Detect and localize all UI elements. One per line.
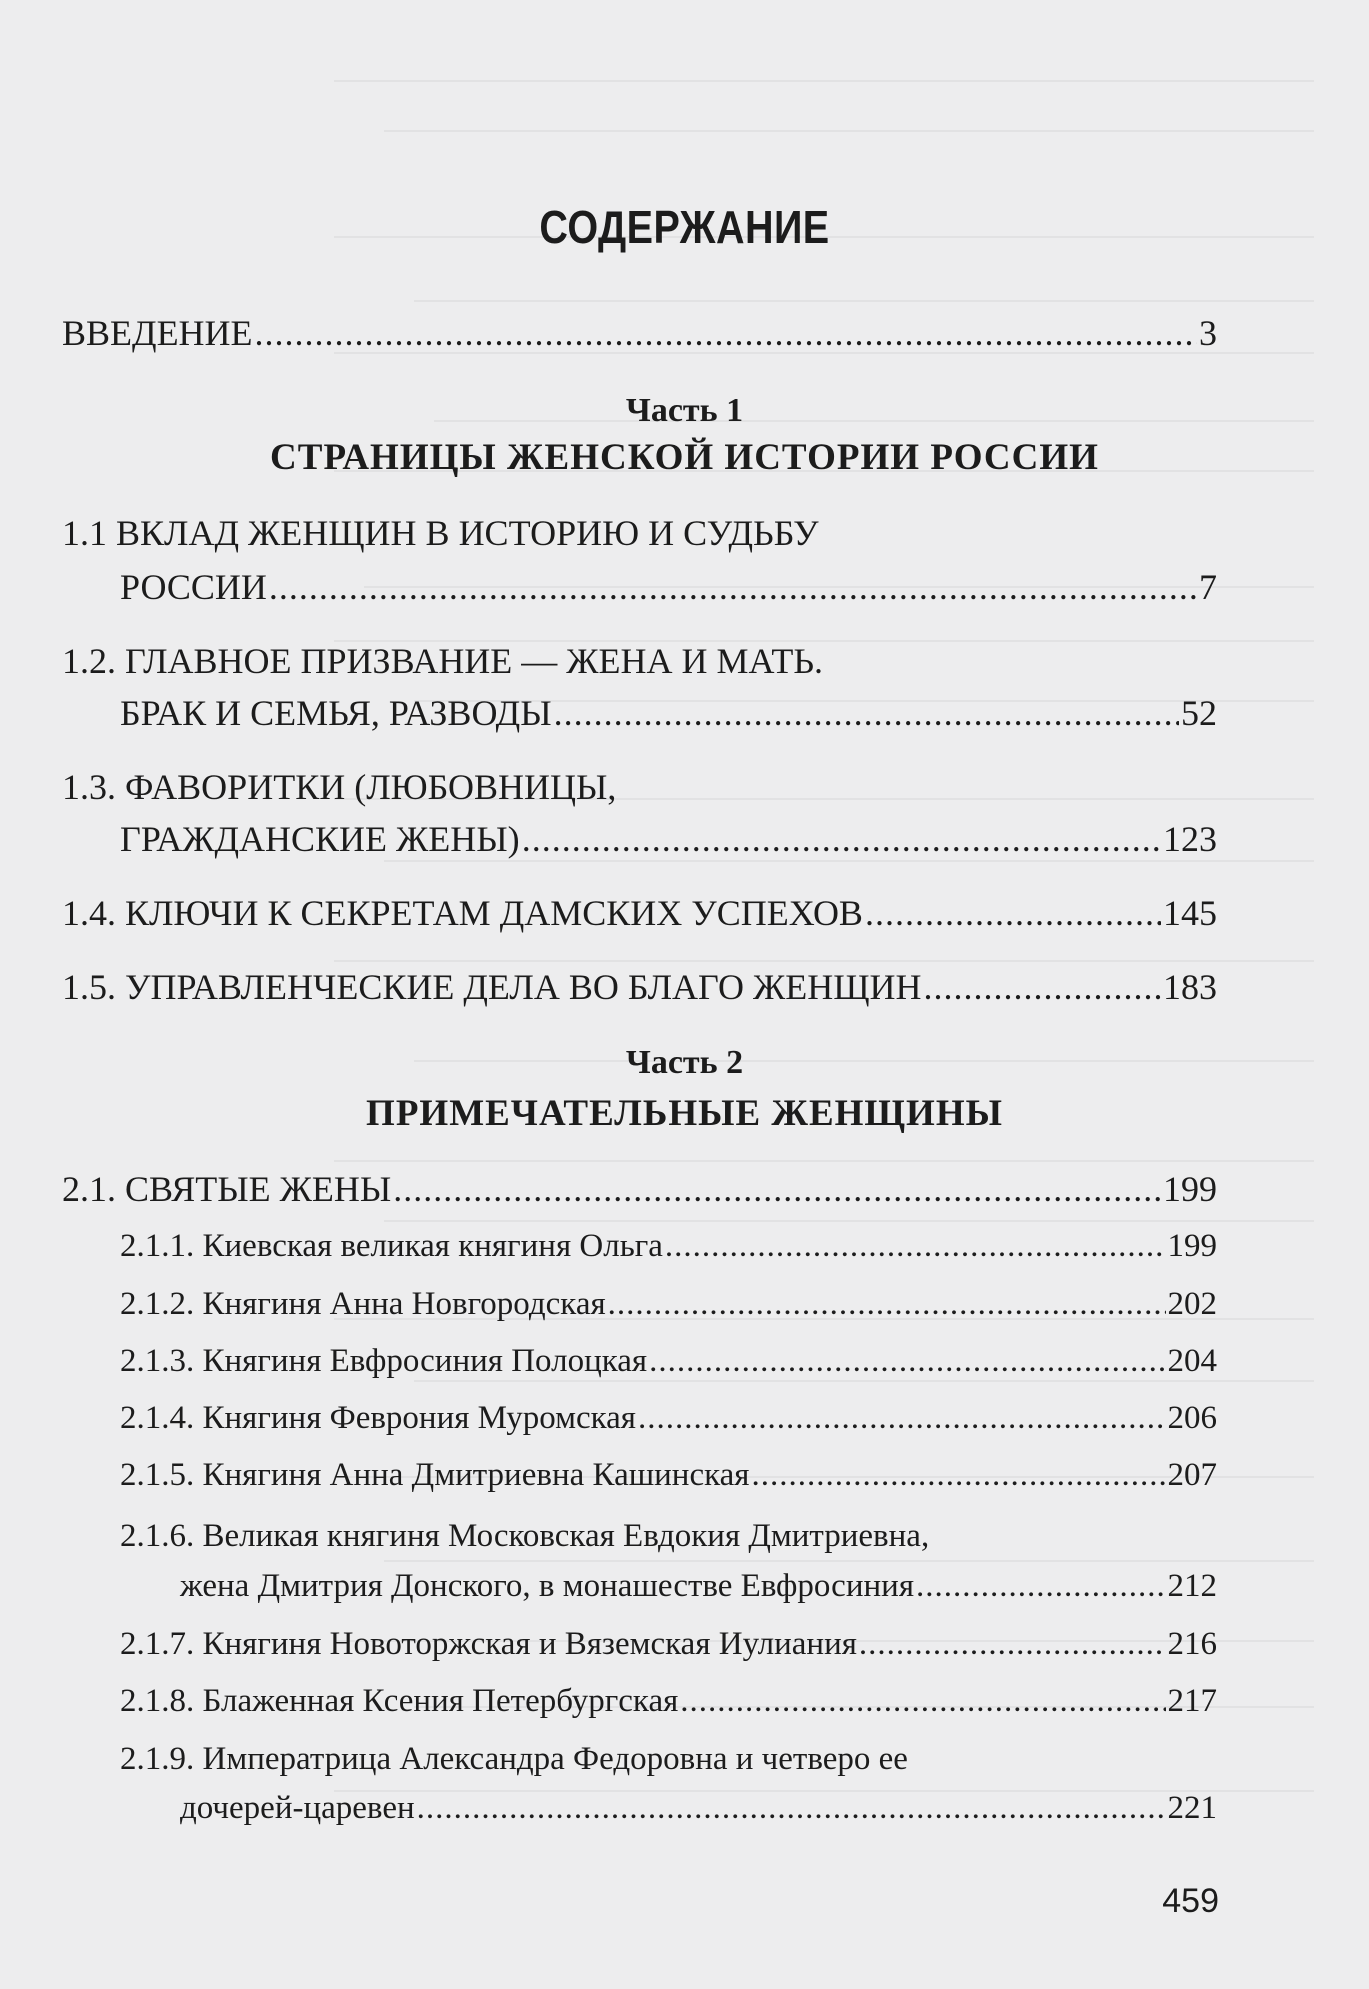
page-title: СОДЕРЖАНИЕ — [539, 201, 830, 253]
toc-entry-label: дочерей-царевен — [180, 1790, 415, 1826]
dot-leader — [859, 1626, 1166, 1663]
toc-entry-2-1-3[interactable] — [120, 1343, 1217, 1380]
toc-entry-label: 2.1.5. Княгиня Анна Дмитриевна Кашинская — [120, 1457, 750, 1493]
toc-entry-2-1-2[interactable] — [120, 1286, 1217, 1323]
toc-entry-label: ВВЕДЕНИЕ — [62, 313, 253, 353]
dot-leader — [608, 1286, 1166, 1323]
toc-entry-label: 1.4. КЛЮЧИ К СЕКРЕТАМ ДАМСКИХ УСПЕХОВ — [62, 893, 863, 933]
part-1-title: СТРАНИЦЫ ЖЕНСКОЙ ИСТОРИИ РОССИИ — [270, 437, 1099, 478]
toc-entry-1-2[interactable] — [62, 692, 1217, 734]
toc-entry-label: 1.5. УПРАВЛЕНЧЕСКИЕ ДЕЛА ВО БЛАГО ЖЕНЩИН — [62, 967, 922, 1007]
toc-page-number: 206 — [1167, 1400, 1217, 1436]
toc-entry-label: 2.1.4. Княгиня Феврония Муромская — [120, 1400, 636, 1436]
toc-entry-1-4[interactable] — [62, 892, 1217, 934]
toc-entry-label: 2.1.7. Княгиня Новоторжская и Вяземская Иулиания — [120, 1626, 857, 1662]
dot-leader — [255, 312, 1197, 354]
dot-leader — [751, 1457, 1165, 1494]
toc-entry-label: БРАК И СЕМЬЯ, РАЗВОДЫ — [120, 693, 552, 733]
toc-page-number: 207 — [1167, 1457, 1217, 1493]
dot-leader — [554, 692, 1179, 734]
toc-entry-2-1-1[interactable] — [120, 1228, 1217, 1265]
toc-page-number: 3 — [1199, 313, 1217, 353]
toc-page-number: 217 — [1167, 1683, 1217, 1719]
toc-entry-label: 2.1.3. Княгиня Евфросиния Полоцкая — [120, 1343, 648, 1379]
toc-entry-2-1-9-line1: 2.1.9. Императрица Александра Федоровна и четверо ее — [120, 1741, 908, 1777]
toc-entry-label: 2.1.8. Блаженная Ксения Петербургская — [120, 1683, 679, 1719]
toc-entry-1-3[interactable] — [62, 818, 1217, 860]
dot-leader — [665, 1228, 1166, 1265]
toc-page-number: 183 — [1163, 967, 1217, 1007]
toc-entry-2-1-6-line1: 2.1.6. Великая княгиня Московская Евдокия Дмитриевна, — [120, 1518, 930, 1554]
toc-page-number: 204 — [1167, 1343, 1217, 1379]
toc-page-number: 202 — [1167, 1286, 1217, 1322]
toc-page-number: 7 — [1199, 567, 1217, 607]
part-2-label: Часть 2 — [625, 1044, 744, 1081]
toc-entry-2-1-5[interactable] — [120, 1457, 1217, 1494]
dot-leader — [649, 1343, 1165, 1380]
part-2-title: ПРИМЕЧАТЕЛЬНЫЕ ЖЕНЩИНЫ — [366, 1093, 1003, 1134]
toc-entry-2-1-6[interactable] — [120, 1568, 1217, 1605]
toc-entry-label: ГРАЖДАНСКИЕ ЖЕНЫ) — [120, 819, 520, 859]
toc-entry-1-1-line1: 1.1 ВКЛАД ЖЕНЩИН В ИСТОРИЮ И СУДЬБУ — [62, 513, 819, 553]
toc-entry-2-1-7[interactable] — [120, 1626, 1217, 1663]
toc-entry-label: РОССИИ — [120, 567, 267, 607]
toc-entry-label: 2.1. СВЯТЫЕ ЖЕНЫ — [62, 1169, 392, 1209]
toc-entry-label: 2.1.2. Княгиня Анна Новгородская — [120, 1286, 606, 1322]
dot-leader — [638, 1400, 1166, 1437]
dot-leader — [924, 966, 1162, 1008]
dot-leader — [680, 1683, 1165, 1720]
toc-entry-introduction[interactable] — [62, 312, 1217, 354]
toc-page-number: 199 — [1163, 1169, 1217, 1209]
toc-page-number: 221 — [1167, 1790, 1217, 1826]
dot-leader — [393, 1168, 1161, 1210]
dot-leader — [522, 818, 1161, 860]
toc-entry-2-1[interactable] — [62, 1168, 1217, 1210]
toc-entry-2-1-9[interactable] — [120, 1790, 1217, 1827]
dot-leader — [865, 892, 1161, 934]
dot-leader — [916, 1568, 1166, 1605]
toc-page-number: 123 — [1163, 819, 1217, 859]
toc-entry-1-3-line1: 1.3. ФАВОРИТКИ (ЛЮБОВНИЦЫ, — [62, 767, 617, 807]
dot-leader — [417, 1790, 1166, 1827]
toc-page-number: 199 — [1167, 1228, 1217, 1264]
toc-entry-2-1-8[interactable] — [120, 1683, 1217, 1720]
toc-entry-1-5[interactable] — [62, 966, 1217, 1008]
dot-leader — [269, 566, 1197, 608]
toc-entry-label: 2.1.1. Киевская великая княгиня Ольга — [120, 1228, 663, 1264]
toc-entry-1-1[interactable] — [62, 566, 1217, 608]
part-1-label: Часть 1 — [625, 392, 744, 429]
toc-page-number: 212 — [1167, 1568, 1217, 1604]
toc-entry-1-2-line1: 1.2. ГЛАВНОЕ ПРИЗВАНИЕ — ЖЕНА И МАТЬ. — [62, 641, 824, 681]
page-number: 459 — [1162, 1882, 1219, 1920]
toc-page-number: 216 — [1167, 1626, 1217, 1662]
toc-page-number: 145 — [1163, 893, 1217, 933]
toc-page-number: 52 — [1181, 693, 1217, 733]
toc-entry-label: жена Дмитрия Донского, в монашестве Евфросиния — [180, 1568, 914, 1604]
toc-entry-2-1-4[interactable] — [120, 1400, 1217, 1437]
